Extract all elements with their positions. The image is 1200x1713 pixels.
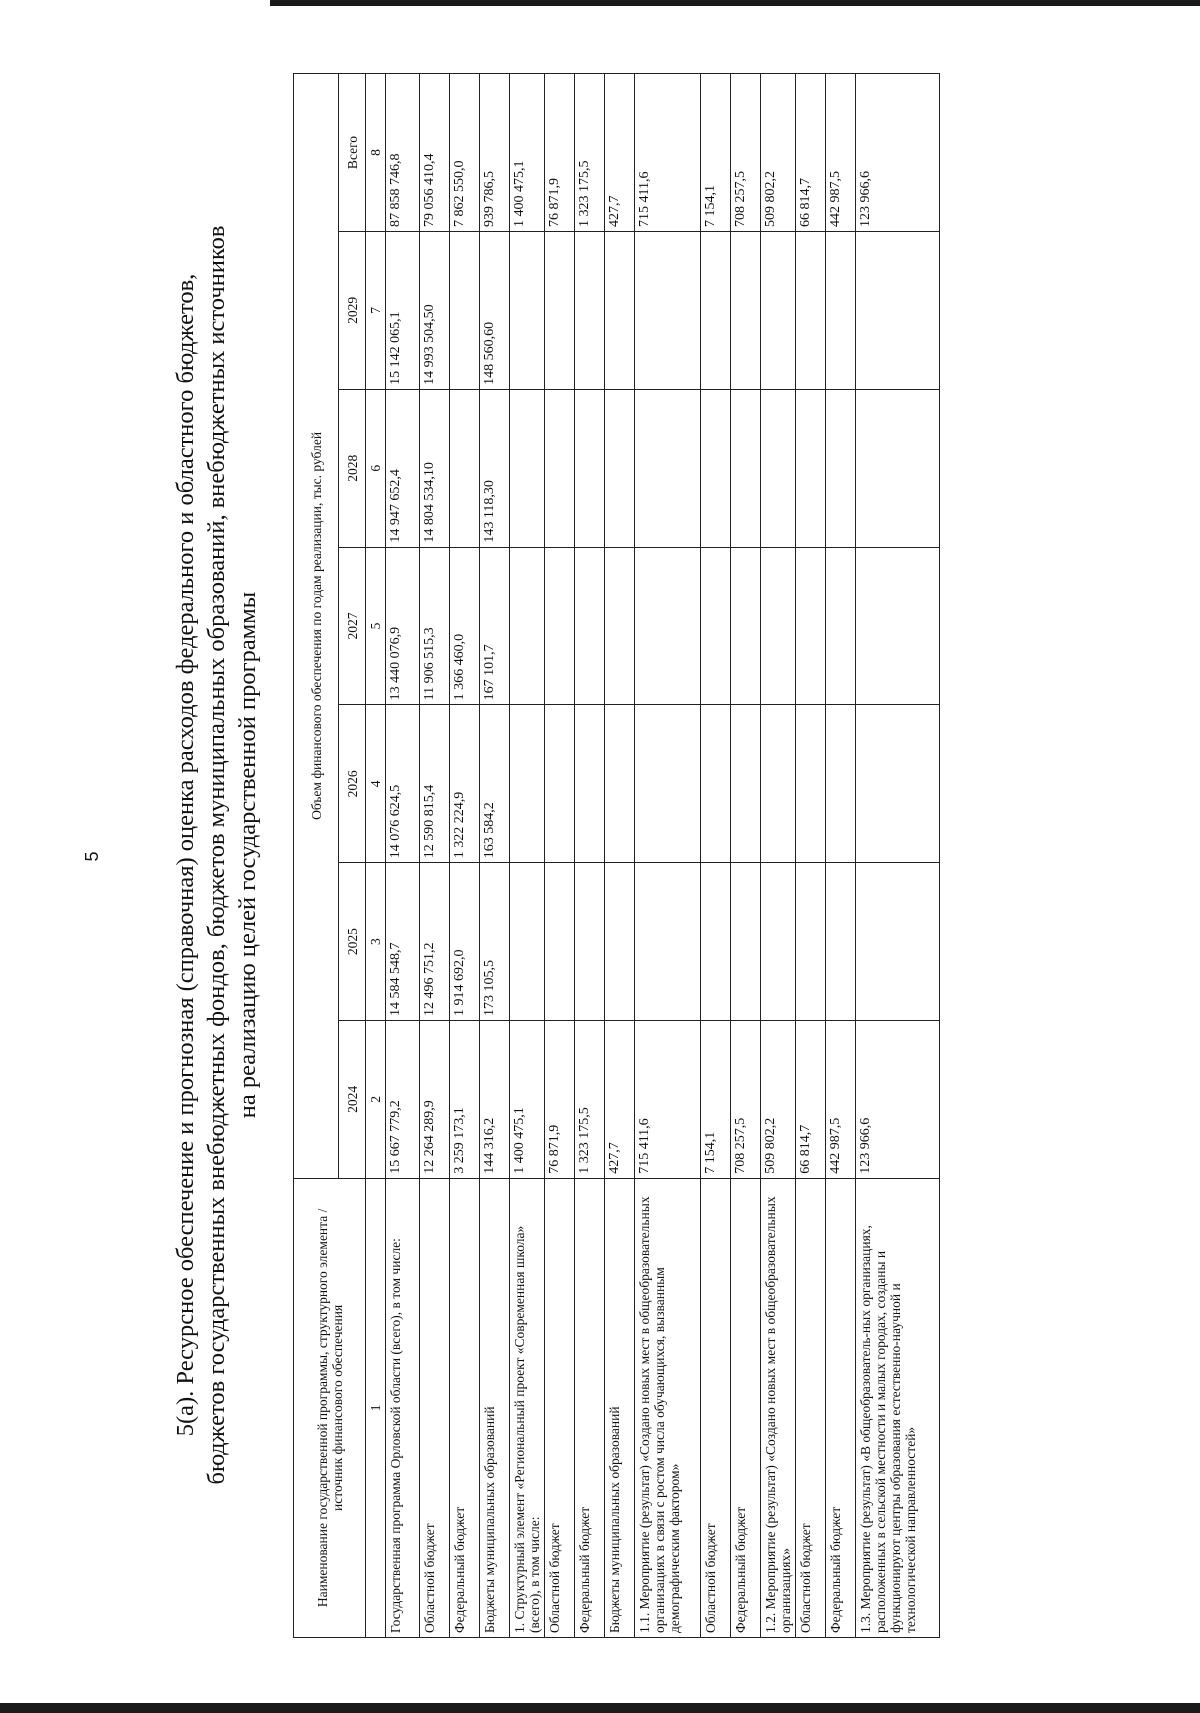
- column-index-row: [366, 74, 386, 1638]
- value-cell: 15 667 779,2: [386, 1021, 420, 1179]
- value-cell: 7 154,1: [701, 1021, 731, 1179]
- name-column-header: Наименование государственной программы, структурного элемента / источник финансового обеспечения: [294, 1178, 366, 1637]
- value-cell: [575, 863, 605, 1021]
- value-cell: 144 316,2: [480, 1021, 510, 1179]
- value-cell: [701, 389, 731, 547]
- value-cell: [450, 232, 480, 390]
- value-cell: 939 786,5: [480, 74, 510, 232]
- value-cell: 12 496 751,2: [420, 863, 450, 1021]
- value-cell: 87 858 746,8: [386, 74, 420, 232]
- value-cell: 3 259 173,1: [450, 1021, 480, 1179]
- value-cell: 11 906 515,3: [420, 547, 450, 705]
- value-cell: 123 966,6: [856, 1021, 940, 1179]
- value-cell: [605, 705, 635, 863]
- value-cell: [605, 547, 635, 705]
- value-cell: 715 411,6: [635, 74, 701, 232]
- page-number: 5: [82, 851, 102, 862]
- value-cell: [635, 389, 701, 547]
- row-name: Областной бюджет: [545, 1178, 575, 1637]
- value-cell: 1 400 475,1: [510, 74, 545, 232]
- year-header: 2027: [339, 547, 366, 705]
- table-row: [545, 74, 575, 1638]
- value-cell: 7 862 550,0: [450, 74, 480, 232]
- table-row: [420, 74, 450, 1638]
- table-row: [450, 74, 480, 1638]
- value-cell: 14 993 504,50: [420, 232, 450, 390]
- row-name: Государственная программа Орловской области (всего), в том числе:: [386, 1178, 420, 1637]
- value-cell: [605, 863, 635, 1021]
- row-name: 1.3. Мероприятие (результат) «В общеобразователь-ных организациях, расположенных в сельской местности и малых городах, созданы и функционируют центры образования естественно-научной и технологической направленностей»: [856, 1178, 940, 1637]
- value-cell: [826, 232, 856, 390]
- column-index: 4: [366, 705, 386, 863]
- value-cell: [826, 389, 856, 547]
- value-cell: 173 105,5: [480, 863, 510, 1021]
- value-cell: [796, 547, 826, 705]
- value-cell: 143 118,30: [480, 389, 510, 547]
- value-cell: [856, 389, 940, 547]
- year-header: 2029: [339, 232, 366, 390]
- value-cell: [575, 547, 605, 705]
- table-row: [856, 74, 940, 1638]
- value-cell: [635, 705, 701, 863]
- value-cell: [545, 547, 575, 705]
- value-cell: 509 802,2: [761, 1021, 796, 1179]
- row-name: Областной бюджет: [796, 1178, 826, 1637]
- value-cell: [796, 705, 826, 863]
- value-cell: [545, 863, 575, 1021]
- value-cell: 148 560,60: [480, 232, 510, 390]
- year-header: 2028: [339, 389, 366, 547]
- value-cell: 13 440 076,9: [386, 547, 420, 705]
- value-cell: [635, 863, 701, 1021]
- value-cell: [605, 389, 635, 547]
- value-cell: [796, 389, 826, 547]
- table-row: [605, 74, 635, 1638]
- value-cell: 1 323 175,5: [575, 74, 605, 232]
- value-cell: 442 987,5: [826, 1021, 856, 1179]
- value-cell: 427,7: [605, 74, 635, 232]
- value-cell: [761, 705, 796, 863]
- value-cell: [761, 389, 796, 547]
- value-cell: [545, 705, 575, 863]
- value-cell: 1 323 175,5: [575, 1021, 605, 1179]
- value-cell: 66 814,7: [796, 1021, 826, 1179]
- value-cell: [510, 863, 545, 1021]
- table-row: [635, 74, 701, 1638]
- value-cell: 66 814,7: [796, 74, 826, 232]
- value-cell: 12 590 815,4: [420, 705, 450, 863]
- value-cell: 715 411,6: [635, 1021, 701, 1179]
- column-index: 1: [366, 1178, 386, 1637]
- row-name: 1.2. Мероприятие (результат) «Создано новых мест в общеобразовательных организациях»: [761, 1178, 796, 1637]
- value-cell: 76 871,9: [545, 74, 575, 232]
- value-cell: [545, 389, 575, 547]
- value-cell: [856, 547, 940, 705]
- value-cell: [796, 232, 826, 390]
- heading-line: 5(а). Ресурсное обеспечение и прогнозная (справочная) оценка расходов федерального и областного бюджетов,: [172, 273, 199, 1437]
- column-index: 5: [366, 547, 386, 705]
- table-row: [761, 74, 796, 1638]
- value-cell: [635, 547, 701, 705]
- row-name: Бюджеты муниципальных образований: [605, 1178, 635, 1637]
- row-name: Областной бюджет: [701, 1178, 731, 1637]
- value-cell: 14 804 534,10: [420, 389, 450, 547]
- value-cell: 427,7: [605, 1021, 635, 1179]
- column-index: 2: [366, 1021, 386, 1179]
- value-cell: [761, 547, 796, 705]
- value-cell: [701, 232, 731, 390]
- table-row: [796, 74, 826, 1638]
- table-row: [510, 74, 545, 1638]
- row-name: Бюджеты муниципальных образований: [480, 1178, 510, 1637]
- row-name: Федеральный бюджет: [731, 1178, 761, 1637]
- year-header: 2025: [339, 863, 366, 1021]
- value-cell: [701, 863, 731, 1021]
- row-name: Федеральный бюджет: [826, 1178, 856, 1637]
- value-cell: [731, 547, 761, 705]
- value-cell: 708 257,5: [731, 74, 761, 232]
- column-index: 6: [366, 389, 386, 547]
- value-cell: 14 947 652,4: [386, 389, 420, 547]
- value-cell: 14 076 624,5: [386, 705, 420, 863]
- value-cell: 1 366 460,0: [450, 547, 480, 705]
- total-header: Всего: [339, 74, 366, 232]
- value-cell: 442 987,5: [826, 74, 856, 232]
- value-cell: [701, 547, 731, 705]
- value-cell: [545, 232, 575, 390]
- value-cell: [761, 232, 796, 390]
- value-cell: 1 400 475,1: [510, 1021, 545, 1179]
- value-cell: [856, 863, 940, 1021]
- value-cell: [731, 232, 761, 390]
- row-name: Федеральный бюджет: [575, 1178, 605, 1637]
- table-row: [701, 74, 731, 1638]
- column-index: 7: [366, 232, 386, 390]
- value-cell: [635, 232, 701, 390]
- value-cell: [510, 389, 545, 547]
- value-cell: 1 914 692,0: [450, 863, 480, 1021]
- value-cell: 163 584,2: [480, 705, 510, 863]
- table-row: [826, 74, 856, 1638]
- heading-line: бюджетов государственных внебюджетных фондов, бюджетов муниципальных образований, внебюджетных источников: [203, 225, 230, 1485]
- year-header: 2024: [339, 1021, 366, 1179]
- value-cell: 123 966,6: [856, 74, 940, 232]
- value-cell: 509 802,2: [761, 74, 796, 232]
- value-cell: [510, 705, 545, 863]
- value-cell: [450, 389, 480, 547]
- value-cell: [796, 863, 826, 1021]
- value-cell: [731, 705, 761, 863]
- value-cell: 79 056 410,4: [420, 74, 450, 232]
- value-cell: [605, 232, 635, 390]
- volume-header: Объем финансового обеспечения по годам реализации, тыс. рублей: [294, 74, 339, 1179]
- column-index: 3: [366, 863, 386, 1021]
- value-cell: 708 257,5: [731, 1021, 761, 1179]
- resource-table: [293, 73, 940, 1638]
- value-cell: [856, 232, 940, 390]
- value-cell: [510, 547, 545, 705]
- value-cell: [826, 705, 856, 863]
- table-row: [480, 74, 510, 1638]
- table-row: [386, 74, 420, 1638]
- value-cell: 14 584 548,7: [386, 863, 420, 1021]
- value-cell: 12 264 289,9: [420, 1021, 450, 1179]
- row-name: Областной бюджет: [420, 1178, 450, 1637]
- value-cell: [575, 232, 605, 390]
- value-cell: 1 322 224,9: [450, 705, 480, 863]
- value-cell: 7 154,1: [701, 74, 731, 232]
- value-cell: 167 101,7: [480, 547, 510, 705]
- heading-line: на реализацию целей государственной программы: [234, 591, 261, 1119]
- column-index: 8: [366, 74, 386, 232]
- value-cell: [856, 705, 940, 863]
- value-cell: [575, 705, 605, 863]
- year-header: 2026: [339, 705, 366, 863]
- value-cell: [761, 863, 796, 1021]
- row-name: 1.1. Мероприятие (результат) «Создано новых мест в общеобразовательных организациях в связи с ростом числа обучающихся, вызванным демографическим фактором»: [635, 1178, 701, 1637]
- value-cell: [826, 863, 856, 1021]
- value-cell: 15 142 065,1: [386, 232, 420, 390]
- table-body: [366, 74, 940, 1638]
- value-cell: [731, 863, 761, 1021]
- table-row: [575, 74, 605, 1638]
- value-cell: [701, 705, 731, 863]
- table-row: [731, 74, 761, 1638]
- document-heading: [170, 145, 263, 1565]
- value-cell: [575, 389, 605, 547]
- value-cell: [731, 389, 761, 547]
- value-cell: [510, 232, 545, 390]
- row-name: 1. Структурный элемент «Региональный проект «Современная школа» (всего), в том числе:: [510, 1178, 545, 1637]
- value-cell: 76 871,9: [545, 1021, 575, 1179]
- row-name: Федеральный бюджет: [450, 1178, 480, 1637]
- value-cell: [826, 547, 856, 705]
